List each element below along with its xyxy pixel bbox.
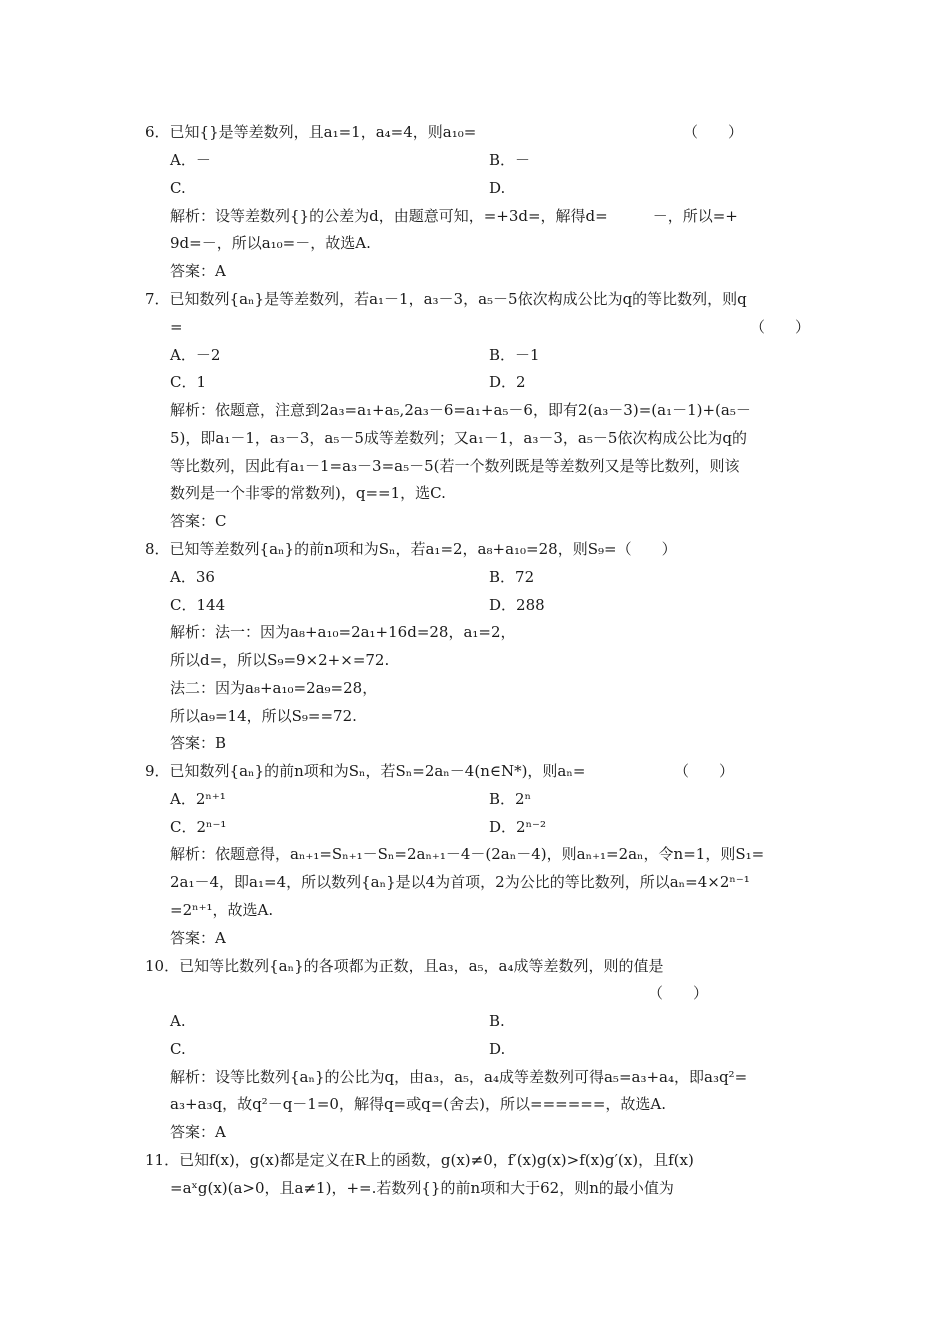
q8-option-c: C．144 xyxy=(170,596,226,614)
q7-answer-bracket: （ ） xyxy=(750,318,811,336)
q9-solution-line-2: 2a₁－4，即a₁=4，所以数列{aₙ}是以4为首项，2为公比的等比数列，所以aₙ=4×2ⁿ⁻¹ xyxy=(170,873,750,891)
q10-stem: 10．已知等比数列{aₙ}的各项都为正数，且a₃，a₅，a₄成等差数列，则的值是 xyxy=(145,957,664,975)
q9-option-c: C．2ⁿ⁻¹ xyxy=(170,818,227,836)
q7-solution-line-1: 解析：依题意，注意到2a₃=a₁+a₅,2a₃－6=a₁+a₅－6，即有2(a₃－3)=(a₁－1)+(a₅－ xyxy=(170,401,751,419)
q7-option-d: D．2 xyxy=(489,373,526,391)
q10-option-a: A. xyxy=(170,1012,186,1030)
q8-solution-line-1: 解析：法一：因为a₈+a₁₀=2a₁+16d=28，a₁=2， xyxy=(170,623,516,641)
q10-solution-line-1: 解析：设等比数列{aₙ}的公比为q，由a₃，a₅，a₄成等差数列可得a₅=a₃+a₄，即a₃q²= xyxy=(170,1068,748,1086)
q7-option-c: C．1 xyxy=(170,373,207,391)
q10-answer: 答案：A xyxy=(170,1123,226,1141)
q11-stem: 11．已知f(x)，g(x)都是定义在R上的函数，g(x)≠0，f′(x)g(x)>f(x)g′(x)，且f(x) xyxy=(145,1151,694,1169)
q10-option-d: D. xyxy=(489,1040,506,1058)
q6-answer: 答案：A xyxy=(170,262,226,280)
q6-option-d: D. xyxy=(489,179,506,197)
q8-option-b: B．72 xyxy=(489,568,535,586)
q9-answer: 答案：A xyxy=(170,929,226,947)
q10-solution-line-2: a₃+a₃q，故q²－q－1=0，解得q=或q=(舍去)，所以======，故选A. xyxy=(170,1095,667,1113)
q6-solution-line-2: 9d=－，所以a₁₀=－，故选A. xyxy=(170,234,371,252)
q8-option-a: A．36 xyxy=(170,568,215,586)
q11-stem-cont: =aˣg(x)(a>0，且a≠1)，+=.若数列{}的前n项和大于62，则n的最小值为 xyxy=(170,1179,674,1197)
q8-solution-line-3: 法二：因为a₈+a₁₀=2a₉=28， xyxy=(170,679,378,697)
q9-stem: 9．已知数列{aₙ}的前n项和为Sₙ，若Sₙ=2aₙ－4(n∈N*)，则aₙ= xyxy=(145,762,586,780)
q6-option-c: C. xyxy=(170,179,186,197)
q10-option-b: B. xyxy=(489,1012,505,1030)
q8-option-d: D．288 xyxy=(489,596,545,614)
q9-option-d: D．2ⁿ⁻² xyxy=(489,818,546,836)
q8-answer: 答案：B xyxy=(170,734,227,752)
q9-solution-line-3: =2ⁿ⁺¹，故选A. xyxy=(170,901,274,919)
q7-solution-line-2: 5)，即a₁－1，a₃－3，a₅－5成等差数列；又a₁－1，a₃－3，a₅－5依次构成公比为q的 xyxy=(170,429,747,447)
q7-option-b: B．－1 xyxy=(489,346,540,364)
q6-option-a: A．－ xyxy=(170,151,211,169)
q10-answer-bracket: （ ） xyxy=(648,984,709,1002)
q7-stem: 7．已知数列{aₙ}是等差数列，若a₁－1，a₃－3，a₅－5依次构成公比为q的等比数列，则q xyxy=(145,290,747,308)
q9-option-a: A．2ⁿ⁺¹ xyxy=(170,790,226,808)
q9-option-b: B．2ⁿ xyxy=(489,790,532,808)
q8-solution-line-2: 所以d=，所以S₉=9×2+×=72. xyxy=(170,651,390,669)
q7-stem-cont: = xyxy=(170,318,183,336)
q9-solution-line-1: 解析：依题意得，aₙ₊₁=Sₙ₊₁－Sₙ=2aₙ₊₁－4－(2aₙ－4)，则aₙ₊₁=2aₙ，令n=1，则S₁= xyxy=(170,845,765,863)
q7-answer: 答案：C xyxy=(170,512,227,530)
q8-stem: 8．已知等差数列{aₙ}的前n项和为Sₙ，若a₁=2，a₈+a₁₀=28，则S₉=（ ） xyxy=(145,540,677,558)
q7-option-a: A．－2 xyxy=(170,346,221,364)
q6-option-b: B．－ xyxy=(489,151,531,169)
q6-stem: 6．已知{}是等差数列，且a₁=1，a₄=4，则a₁₀= xyxy=(145,123,477,141)
q7-solution-line-3: 等比数列，因此有a₁－1=a₃－3=a₅－5(若一个数列既是等差数列又是等比数列，则该 xyxy=(170,457,740,475)
q9-answer-bracket: （ ） xyxy=(674,762,735,780)
q10-option-c: C. xyxy=(170,1040,186,1058)
q7-solution-line-4: 数列是一个非零的常数列)，q==1，选C. xyxy=(170,484,446,502)
q6-solution-line-1: 解析：设等差数列{}的公差为d，由题意可知，=+3d=，解得d= －，所以=+ xyxy=(170,207,738,225)
q8-solution-line-4: 所以a₉=14，所以S₉==72. xyxy=(170,707,357,725)
q6-answer-bracket: （ ） xyxy=(683,123,744,141)
